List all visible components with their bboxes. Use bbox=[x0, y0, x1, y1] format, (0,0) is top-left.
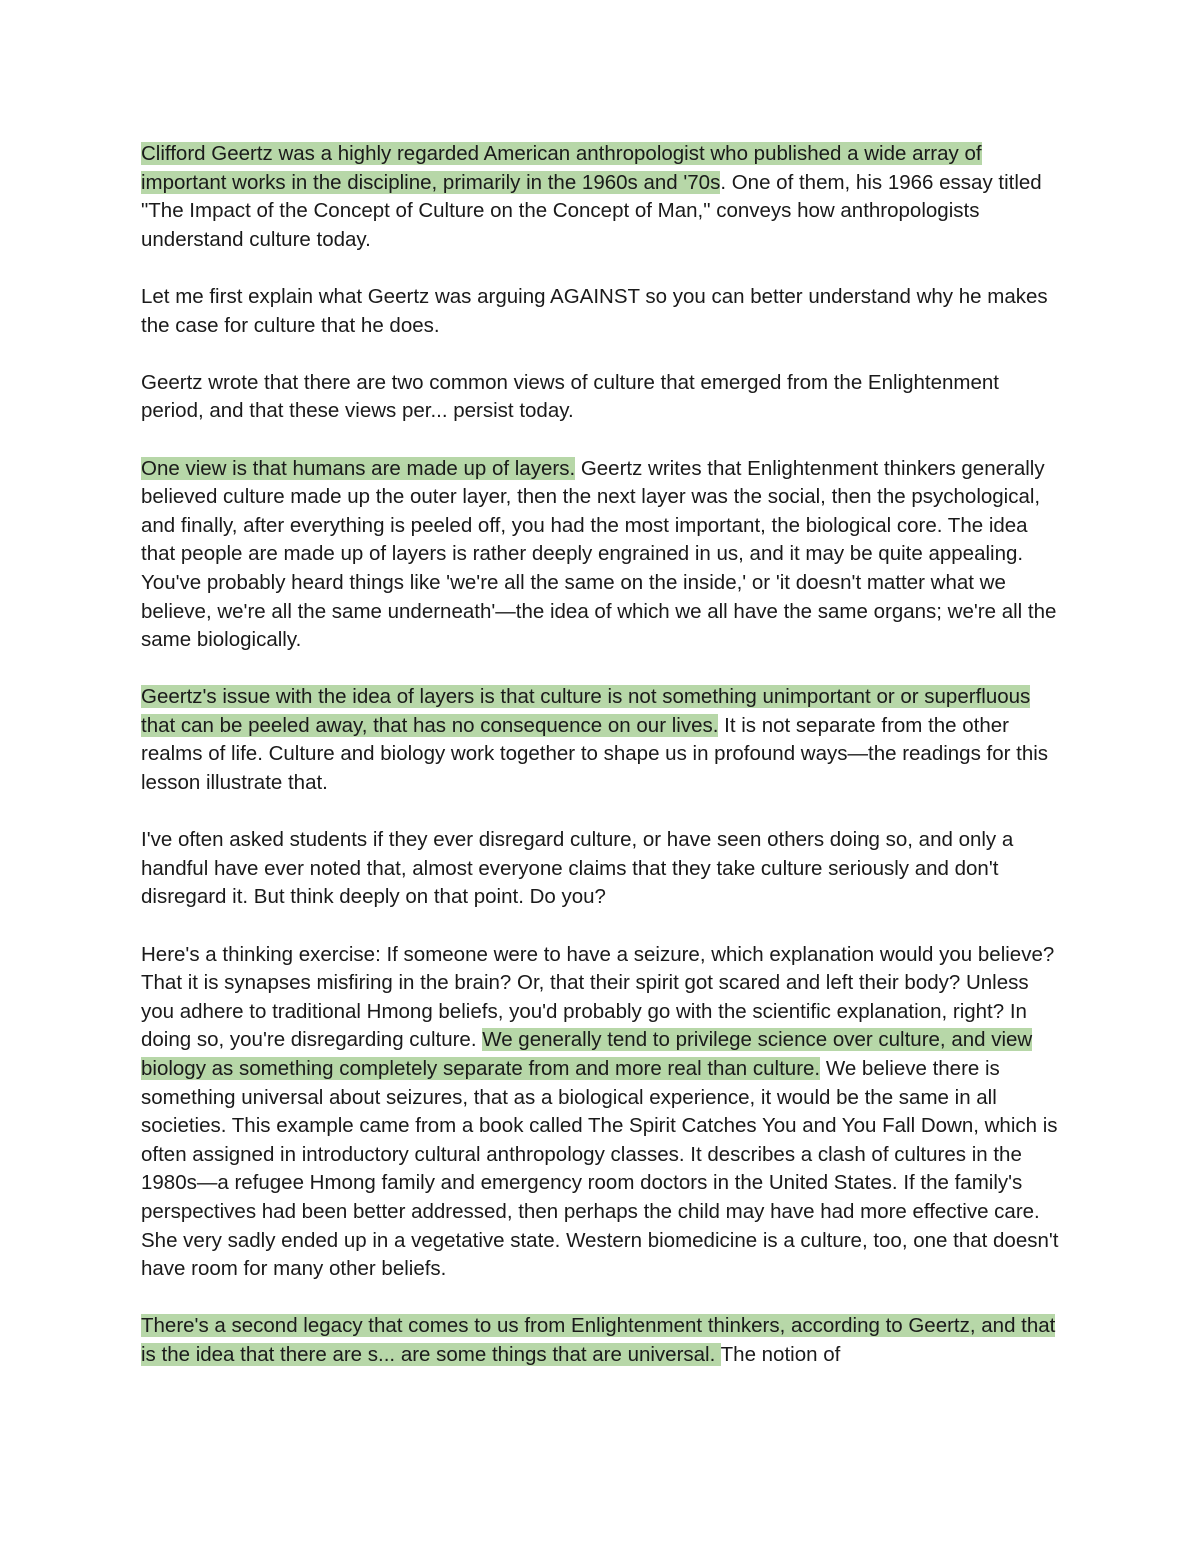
highlighted-text: One view is that humans are made up of layers. bbox=[141, 456, 576, 480]
paragraph-7 bbox=[141, 941, 1066, 1284]
document-body bbox=[141, 140, 1066, 1398]
paragraph-3 bbox=[141, 369, 1066, 426]
paragraph-5 bbox=[141, 683, 1066, 797]
paragraph-4 bbox=[141, 455, 1066, 655]
body-text: Let me first explain what Geertz was arguing AGAINST so you can better understand why he makes the case for culture that he does. bbox=[141, 284, 1048, 337]
body-text: Geertz writes that Enlightenment thinkers generally believed culture made up the outer layer, then the next layer was the social, then the psychological, and finally, after everything is peeled off, you had the most important, the biological core. The idea that people are made up of layers is rather deeply engrained in us, and it may be quite appealing. You've probably heard things like 'we're all the same on the inside,' or 'it doesn't matter what we believe, we're all the same underneath'—the idea of which we all have the same organs; we're all the same biologically. bbox=[141, 456, 1057, 652]
paragraph-2 bbox=[141, 283, 1066, 340]
highlighted-text: We generally tend to privilege science over culture, and view biology as something completely separate from and more real than culture. bbox=[141, 1028, 1033, 1080]
highlighted-text: There's a second legacy that comes to us from Enlightenment thinkers, according to Geertz, and that is the idea that there are s... are some things that are universal. bbox=[141, 1314, 1056, 1366]
paragraph-6 bbox=[141, 826, 1066, 912]
body-text: We believe there is something universal about seizures, that as a biological experience, it would be the same in all societies. This example came from a book called The Spirit Catches You and You Fall Down, which is often assigned in introductory cultural anthropology classes. It describes a clash of cultures in the 1980s—a refugee Hmong family and emergency room doctors in the United States. If the family's perspectives had been better addressed, then perhaps the child may have had more effective care. She very sadly ended up in a vegetative state. Western biomedicine is a culture, too, one that doesn't have room for many other beliefs. bbox=[141, 1057, 1059, 1281]
paragraph-1 bbox=[141, 140, 1066, 254]
body-text: I've often asked students if they ever disregard culture, or have seen others doing so, and only a handful have ever noted that, almost everyone claims that they take culture seriously and don't disregard it. But think deeply on that point. Do you? bbox=[141, 828, 1014, 909]
highlighted-text: Geertz's issue with the idea of layers is that culture is not something unimportant or or superfluous that can be peeled away, that has no consequence on our lives. bbox=[141, 685, 1031, 737]
highlighted-text: Clifford Geertz was a highly regarded American anthropologist who published a wide array of important works in the discipline, primarily in the 1960s and '70s bbox=[141, 142, 982, 194]
body-text: The notion of bbox=[720, 1342, 841, 1366]
body-text: Geertz wrote that there are two common views of culture that emerged from the Enlightenment period, and that these views per... persist today. bbox=[141, 370, 999, 423]
paragraph-8 bbox=[141, 1312, 1066, 1369]
body-text: . One of them, his 1966 essay titled "The Impact of the Concept of Culture on the Concept of Man," conveys how anthropologists understand culture today. bbox=[141, 170, 1042, 251]
body-text: Here's a thinking exercise: If someone were to have a seizure, which explanation would you believe? That it is synapses misfiring in the brain? Or, that their spirit got scared and left their body? Unless you adhere to traditional Hmong beliefs, you'd probably go with the scientific explanation, right? In doing so, you're disregarding culture. bbox=[141, 942, 1055, 1052]
body-text: It is not separate from the other realms of life. Culture and biology work together to shape us in profound ways—the readings for this lesson illustrate that. bbox=[141, 713, 1049, 795]
